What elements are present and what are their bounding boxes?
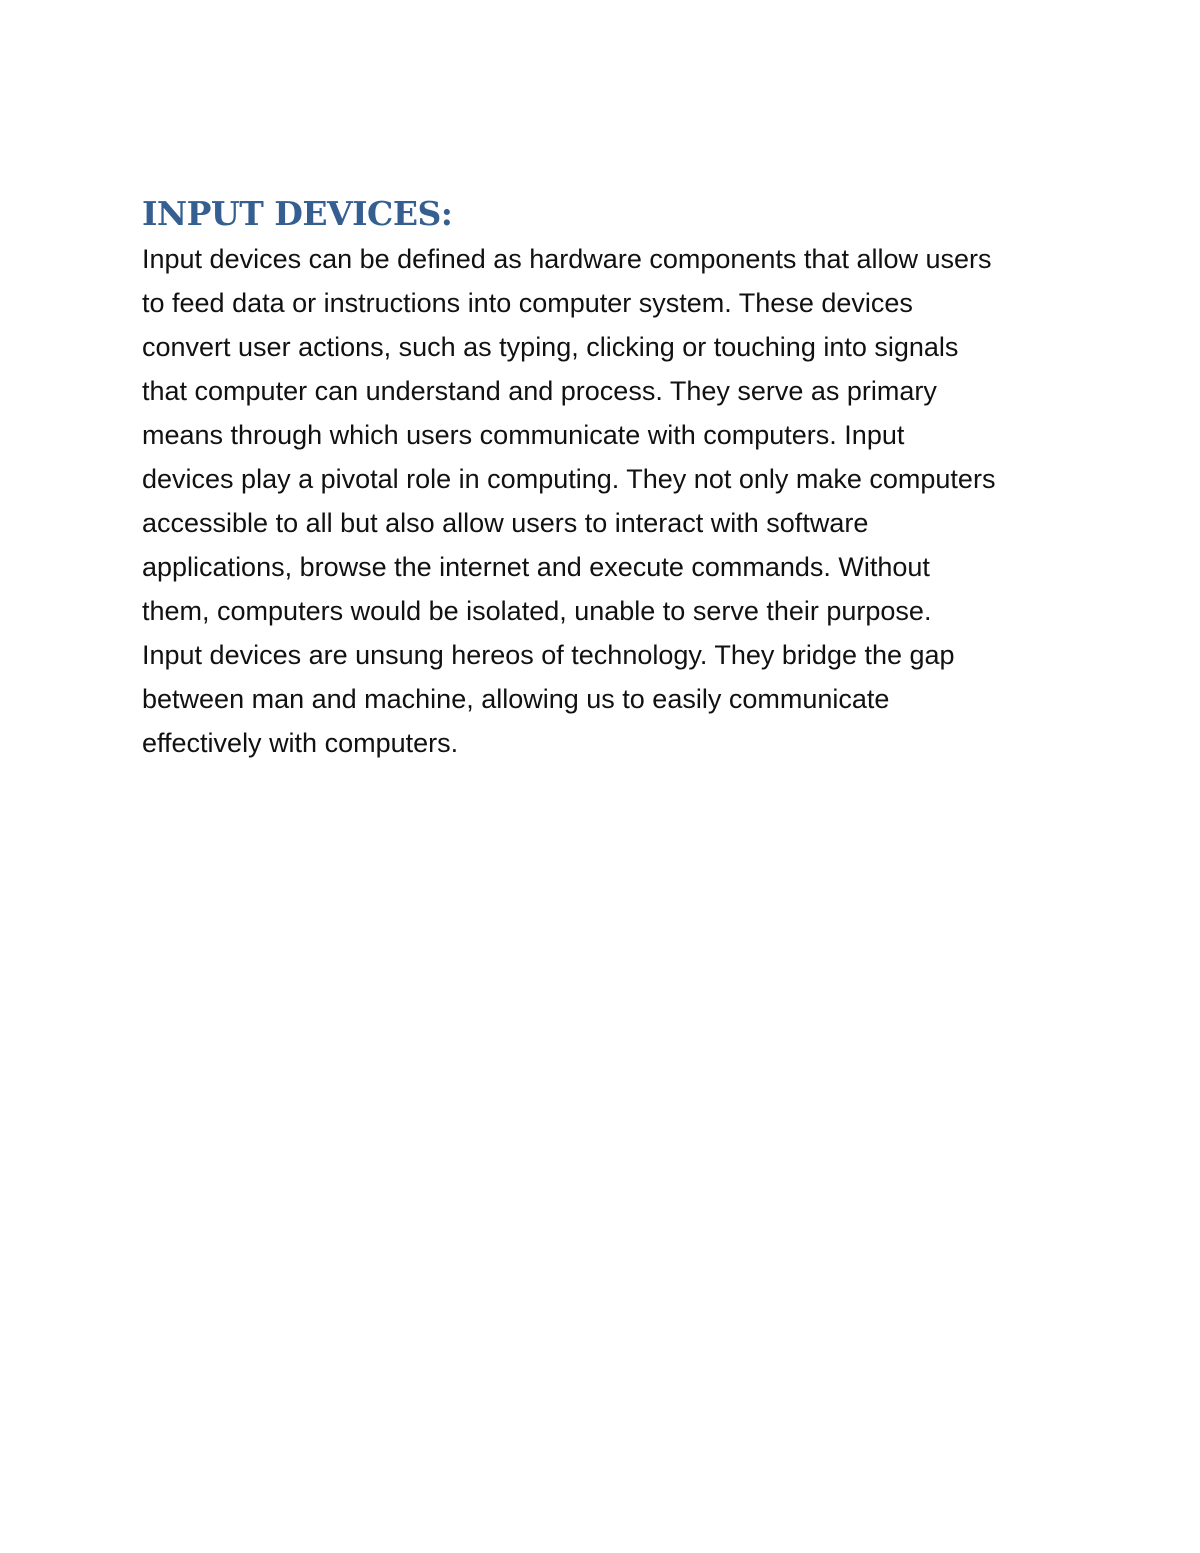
paragraph-line: Input devices are unsung hereos of technology. They bridge the gap [142, 640, 955, 670]
paragraph-line: applications, browse the internet and execute commands. Without [142, 552, 930, 582]
paragraph-line: Input devices can be defined as hardware components that allow users [142, 244, 992, 274]
paragraph-line: to feed data or instructions into computer system. These devices [142, 288, 913, 318]
paragraph-line: devices play a pivotal role in computing. They not only make computers [142, 464, 996, 494]
paragraph-line: between man and machine, allowing us to easily communicate [142, 684, 890, 714]
paragraph-line: accessible to all but also allow users to interact with software [142, 508, 869, 538]
document-paragraph [142, 237, 1072, 765]
paragraph-line: effectively with computers. [142, 728, 459, 758]
paragraph-line: convert user actions, such as typing, clicking or touching into signals [142, 332, 959, 362]
paragraph-line: them, computers would be isolated, unable to serve their purpose. [142, 596, 932, 626]
paragraph-line: that computer can understand and process. They serve as primary [142, 376, 937, 406]
document-heading: INPUT DEVICES: [142, 194, 453, 233]
document-body [142, 193, 1072, 765]
paragraph-line: means through which users communicate with computers. Input [142, 420, 905, 450]
